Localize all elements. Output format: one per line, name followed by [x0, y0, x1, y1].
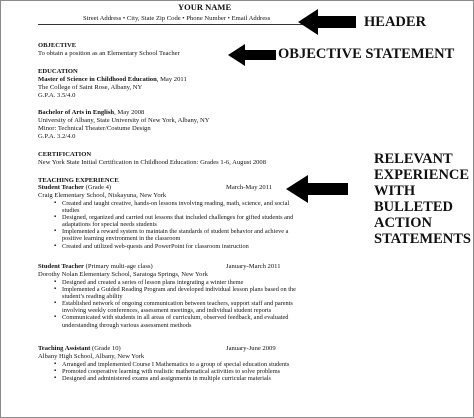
job3-school: Albany High School, Albany, New York — [38, 353, 145, 360]
certification-text: New York State Initial Certification in Childhood Education: Grades 1-6, August 2008 — [38, 159, 267, 166]
job3-bullet: ▪ Promoted cooperative learning with realistic mathematical activities to solve problems — [54, 368, 299, 375]
degree2-title: Bachelor of Arts in English — [38, 109, 115, 116]
degree2-line — [38, 109, 144, 116]
job3-grade: (Grade 10) — [90, 345, 121, 352]
job3-bullet-list — [54, 361, 299, 382]
contact-line: Street Address • City, State Zip Code • Phone Number • Email Address — [83, 15, 271, 22]
job2-grade: (Primary multi-age class) — [83, 263, 153, 270]
certification-heading: CERTIFICATION — [38, 151, 92, 158]
job1-bullet-list — [54, 200, 299, 250]
job1-bullet: ▪ Implemented a reward system to maintain the standards of student behavior and achieve a positive learning environment in the classroom — [54, 228, 299, 242]
job2-date: January-March 2011 — [226, 263, 281, 270]
job1-grade: (Grade 4) — [83, 184, 112, 191]
degree1-line — [38, 76, 187, 83]
header-rule — [38, 24, 308, 25]
degree2-gpa: G.P.A. 3.2/4.0 — [38, 133, 76, 140]
annotation-relevant-line: BULLETED — [374, 199, 453, 215]
objective-text: To obtain a position as an Elementary School Teacher — [38, 50, 180, 57]
job1-title: Student Teacher — [38, 184, 84, 191]
job2-title-line — [38, 263, 153, 270]
job2-bullet-list — [54, 279, 299, 329]
job2-bullet: ▪ Established network of ongoing communication between teachers, support staff and parents involving weekly conferences, assessment meetings, and individual student reports — [54, 300, 299, 314]
annotation-relevant-line: EXPERIENCE — [374, 167, 470, 183]
experience-heading: TEACHING EXPERIENCE — [38, 177, 119, 184]
degree2-date: , May 2008 — [114, 109, 145, 116]
job1-title-line — [38, 184, 111, 191]
job3-bullet: ▪ Designed and administered exams and assignments in multiple curricular materials — [54, 375, 299, 382]
degree1-title: Master of Science in Childhood Education — [38, 76, 157, 83]
annotation-relevant-line: WITH — [374, 183, 416, 199]
job3-title: Teaching Assistant — [38, 345, 91, 352]
job2-bullet: ▪ Designed and created a series of lesson plans integrating a winter theme — [54, 279, 299, 286]
job2-bullet: ▪ Implemented a Guided Reading Program and developed individual lesson plans based on the student’s reading ability — [54, 286, 299, 300]
header-arrow-icon — [298, 9, 356, 35]
resume-name: YOUR NAME — [178, 2, 232, 12]
job1-bullet: ▪ Created and utilized web-quests and PowerPoint for classroom instruction — [54, 243, 299, 250]
degree1-date: , May 2011 — [156, 76, 187, 83]
job1-bullet: ▪ Created and taught creative, hands-on lessons involving reading, math, science, and social studies — [54, 200, 299, 214]
annotation-relevant-line: RELEVANT — [374, 151, 453, 167]
objective-heading: OBJECTIVE — [38, 42, 77, 49]
job3-date: January-June 2009 — [226, 345, 276, 352]
job2-school: Dorothy Nolan Elementary School, Saratoga Springs, New York — [38, 271, 208, 278]
degree1-school: The College of Saint Rose, Albany, NY — [38, 84, 143, 91]
annotation-relevant-line: STATEMENTS — [374, 231, 471, 247]
job2-title: Student Teacher — [38, 263, 84, 270]
objective-arrow-icon — [228, 44, 276, 66]
education-heading: EDUCATION — [38, 68, 78, 75]
annotation-objective: OBJECTIVE STATEMENT — [278, 46, 455, 62]
job3-title-line — [38, 345, 121, 352]
job2-bullet: ▪ Communicated with students in all areas of curriculum, observed feedback, and evaluated understanding through various assessment methods — [54, 314, 299, 328]
annotation-header: HEADER — [364, 14, 427, 30]
degree2-minor: Minor: Technical Theater/Costume Design — [38, 125, 151, 132]
job1-school: Craig Elementary School, Niskayuna, New York — [38, 192, 167, 199]
degree1-gpa: G.P.A. 3.5/4.0 — [38, 92, 76, 99]
experience-arrow-icon — [286, 175, 348, 203]
job1-date: March-May 2011 — [226, 184, 273, 191]
degree2-school: University of Albany, State University of New York, Albany, NY — [38, 117, 210, 124]
job3-bullet: ▪ Arranged and implemented Course I Mathematics to a group of special education students — [54, 361, 299, 368]
annotation-relevant-line: ACTION — [374, 215, 433, 231]
job1-bullet: ▪ Designed, organized and carried out lessons that included challenges for gifted students and adaptations for special needs students — [54, 214, 299, 228]
